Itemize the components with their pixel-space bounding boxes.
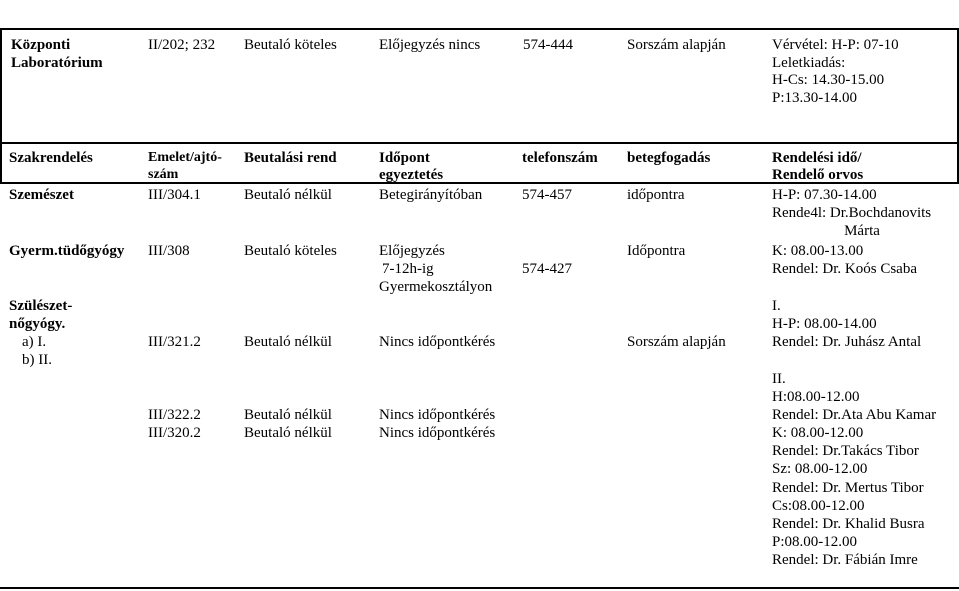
eye-room: III/304.1 xyxy=(148,187,201,203)
obgyn-intake: Sorszám alapján xyxy=(627,334,726,350)
eye-referral: Beutaló nélkül xyxy=(244,187,332,203)
obgyn-time-line: Rendel: Dr. Juhász Antal xyxy=(772,334,922,350)
eye-appointment: Betegirányítóban xyxy=(379,187,483,203)
eye-time-line2: Rende4l: Dr.Bochdanovits xyxy=(772,205,932,221)
obgyn-time-line: Rendel: Dr. Fábián Imre xyxy=(772,552,918,568)
obgyn-sub-b: b) II. xyxy=(22,352,52,368)
bottom-border xyxy=(0,587,959,589)
lab-order: Sorszám alapján xyxy=(627,37,726,53)
obgyn-room-b2: III/320.2 xyxy=(148,425,201,441)
lab-hours-line1: Vérvétel: H-P: 07-10 xyxy=(772,37,899,53)
child-lung-intake: Időpontra xyxy=(627,243,686,259)
header-specialty: Szakrendelés xyxy=(9,150,93,166)
obgyn-time-line: Cs:08.00-12.00 xyxy=(772,498,865,514)
obgyn-time-line: II. xyxy=(772,371,786,387)
obgyn-referral-b2: Beutaló nélkül xyxy=(244,425,332,441)
header-referral: Beutalási rend xyxy=(244,150,337,166)
lab-appointment: Előjegyzés nincs xyxy=(379,37,481,53)
lab-name-line2: Laboratórium xyxy=(11,55,103,71)
child-lung-appointment-line1: Előjegyzés xyxy=(379,243,445,259)
obgyn-time-line: Rendel: Dr.Ata Abu Kamar xyxy=(772,407,937,423)
header-floor-line1: Emelet/ajtó- xyxy=(148,150,222,165)
obgyn-room-a: III/321.2 xyxy=(148,334,201,350)
eye-name: Szemészet xyxy=(9,187,74,203)
header-appointment-line1: Időpont xyxy=(379,150,430,166)
obgyn-appointment-b2: Nincs időpontkérés xyxy=(379,425,496,441)
child-lung-time-line2: Rendel: Dr. Koós Csaba xyxy=(772,261,917,277)
obgyn-name-line2: nőgyógy. xyxy=(9,316,66,332)
header-time-line2: Rendelő orvos xyxy=(772,167,864,183)
lab-room: II/202; 232 xyxy=(148,37,216,53)
lab-referral: Beutaló köteles xyxy=(244,37,337,53)
obgyn-time-line: I. xyxy=(772,298,781,314)
header-time-line1: Rendelési idő/ xyxy=(772,150,862,166)
obgyn-appointment-a: Nincs időpontkérés xyxy=(379,334,496,350)
obgyn-time-line: Rendel: Dr.Takács Tibor xyxy=(772,443,919,459)
child-lung-name: Gyerm.tüdőgyógy xyxy=(9,243,125,259)
lab-phone: 574-444 xyxy=(523,37,573,53)
obgyn-room-b1: III/322.2 xyxy=(148,407,201,423)
eye-time-line1: H-P: 07.30-14.00 xyxy=(772,187,877,203)
obgyn-time-line: H:08.00-12.00 xyxy=(772,389,860,405)
header-phone: telefonszám xyxy=(522,150,598,166)
lab-hours-line4: P:13.30-14.00 xyxy=(772,90,858,106)
section-divider xyxy=(0,142,959,144)
obgyn-time-line: K: 08.00-12.00 xyxy=(772,425,864,441)
header-appointment-line2: egyeztetés xyxy=(379,167,444,183)
obgyn-referral-a: Beutaló nélkül xyxy=(244,334,332,350)
obgyn-time-line: Rendel: Dr. Khalid Busra xyxy=(772,516,925,532)
eye-intake: időpontra xyxy=(627,187,685,203)
lab-hours-line3: H-Cs: 14.30-15.00 xyxy=(772,72,885,88)
left-border-header xyxy=(0,142,2,183)
obgyn-time-line: Rendel: Dr. Mertus Tibor xyxy=(772,480,924,496)
child-lung-phone: 574-427 xyxy=(522,261,572,277)
obgyn-time-line: H-P: 08.00-14.00 xyxy=(772,316,877,332)
obgyn-appointment-b1: Nincs időpontkérés xyxy=(379,407,496,423)
child-lung-room: III/308 xyxy=(148,243,190,259)
obgyn-referral-b1: Beutaló nélkül xyxy=(244,407,332,423)
child-lung-appointment-line2: 7-12h-ig xyxy=(382,261,434,277)
eye-phone: 574-457 xyxy=(522,187,572,203)
child-lung-appointment-line3: Gyermekosztályon xyxy=(379,279,493,295)
header-floor-line2: szám xyxy=(148,167,179,182)
child-lung-referral: Beutaló köteles xyxy=(244,243,337,259)
obgyn-name-line1: Szülészet- xyxy=(9,298,73,314)
top-border xyxy=(0,28,959,30)
child-lung-time-line1: K: 08.00-13.00 xyxy=(772,243,864,259)
eye-time-line3: Márta xyxy=(844,223,880,239)
lab-hours-line2: Leletkiadás: xyxy=(772,55,846,71)
obgyn-sub-a: a) I. xyxy=(22,334,47,350)
obgyn-time-line: Sz: 08.00-12.00 xyxy=(772,461,868,477)
obgyn-time-line: P:08.00-12.00 xyxy=(772,534,858,550)
lab-name-line1: Központi xyxy=(11,37,71,53)
left-border xyxy=(0,28,2,143)
header-patient-intake: betegfogadás xyxy=(627,150,711,166)
